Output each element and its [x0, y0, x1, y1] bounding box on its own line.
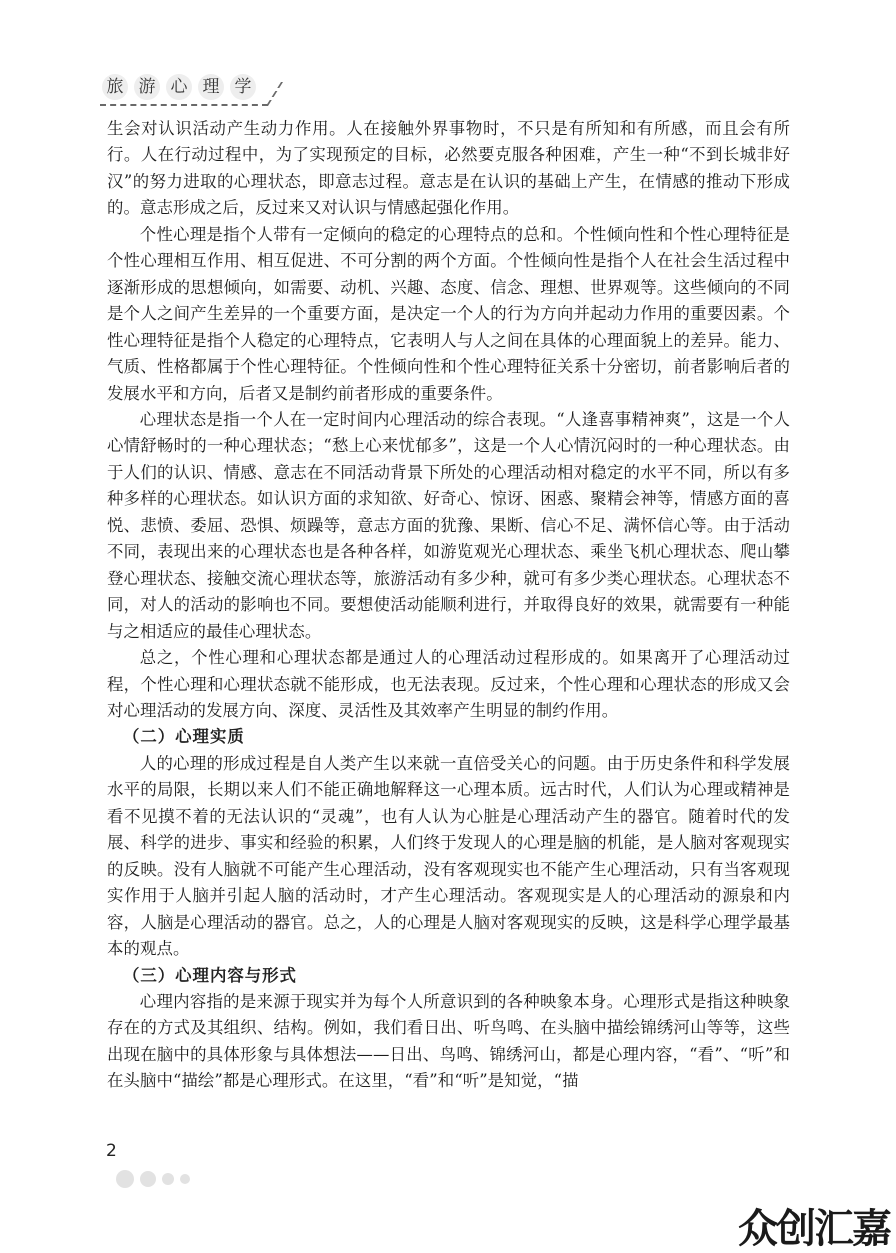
- book-title-char: 心: [166, 74, 192, 100]
- paragraph-personality: 个性心理是指个人带有一定倾向的稳定的心理特点的总和。个性倾向性和个性心理特征是个性心理相互作用、相互促进、不可分割的两个方面。个性倾向性是指个人在社会生活过程中逐渐形成的思想倾向，如需要、动机、兴趣、态度、信念、理想、世界观等。这些倾向的不同是个人之间产生差异的一个重要方面，是决定一个人的行为方向并起动力作用的重要因素。个性心理特征是指个人稳定的心理特点，它表明人与人之间在具体的心理面貌上的差异。能力、气质、性格都属于个性心理特征。个性倾向性和个性心理特征关系十分密切，前者影响后者的发展水平和方向，后者又是制约前者形成的重要条件。: [107, 224, 790, 403]
- decorative-dot: [180, 1174, 190, 1184]
- paragraph-content-form: 心理内容指的是来源于现实并为每个人所意识到的各种映象本身。心理形式是指这种映象存在的方式及其组织、结构。例如，我们看日出、听鸟鸣、在头脑中描绘锦绣河山等等，这些出现在脑中的具体形象与具体想法——日出、鸟鸣、锦绣河山，都是心理内容，“看”、“听”和在头脑中“描绘”都是心理形式。在这里，“看”和“听”是知觉，“描: [107, 991, 790, 1091]
- header-dashed-rule: [100, 104, 268, 106]
- book-title-char: 学: [230, 74, 256, 100]
- paragraph-summary: 总之，个性心理和心理状态都是通过人的心理活动过程形成的。如果离开了心理活动过程，个性心理和心理状态就不能形成，也无法表现。反过来，个性心理和心理状态的形成又会对心理活动的发展方向、深度、灵活性及其效率产生明显的制约作用。: [107, 648, 790, 720]
- header-dashed-slash: [266, 82, 285, 106]
- decorative-dot: [116, 1170, 134, 1188]
- page-number: 2: [106, 1141, 117, 1161]
- paragraph-mental-state: 心理状态是指一个人在一定时间内心理活动的综合表现。“人逢喜事精神爽”，这是一个人心情舒畅时的一种心理状态；“愁上心来忧郁多”，这是一个人心情沉闷时的一种心理状态。由于人们的认识、情感、意志在不同活动背景下所处的心理活动相对稳定的水平不同，所以有多种多样的心理状态。如认识方面的求知欲、好奇心、惊讶、困惑、聚精会神等，情感方面的喜悦、悲愤、委屈、恐惧、烦躁等，意志方面的犹豫、果断、信心不足、满怀信心等。由于活动不同，表现出来的心理状态也是各种各样，如游览观光心理状态、乘坐飞机心理状态、爬山攀登心理状态、接触交流心理状态等，旅游活动有多少种，就可有多少类心理状态。心理状态不同，对人的活动的影响也不同。要想使活动能顺利进行，并取得良好的效果，就需要有一种能与之相适应的最佳心理状态。: [107, 409, 790, 641]
- book-title-char: 理: [198, 74, 224, 100]
- section-heading-essence: （二）心理实质: [123, 727, 245, 747]
- paragraph-essence: 人的心理的形成过程是自人类产生以来就一直倍受关心的问题。由于历史条件和科学发展水平的局限，长期以来人们不能正确地解释这一心理本质。远古时代，人们认为心理或精神是看不见摸不着的无法认识的“灵魂”，也有人认为心脏是心理活动产生的器官。随着时代的发展、科学的进步、事实和经验的积累，人们终于发现人的心理是脑的机能，是人脑对客观现实的反映。没有人脑就不可能产生心理活动，没有客观现实也不能产生心理活动，只有当客观现实作用于人脑并引起人脑的活动时，才产生心理活动。客观现实是人的心理活动的源泉和内容，人脑是心理活动的器官。总之，人的心理是人脑对客观现实的反映，这是科学心理学最基本的观点。: [107, 753, 790, 959]
- decorative-dot: [162, 1173, 174, 1185]
- book-title: [102, 74, 256, 100]
- page-body: [107, 116, 790, 1095]
- running-header: [100, 70, 300, 110]
- decorative-dot: [140, 1171, 156, 1187]
- watermark-logo: 众创汇嘉: [738, 1206, 890, 1252]
- paragraph-will-process: 生会对认识活动产生动力作用。人在接触外界事物时，不只是有所知和有所感，而且会有所行。人在行动过程中，为了实现预定的目标，必然要克服各种困难，产生一种“不到长城非好汉”的努力进取的心理状态，即意志过程。意志是在认识的基础上产生，在情感的推动下形成的。意志形成之后，反过来又对认识与情感起强化作用。: [107, 119, 790, 218]
- section-heading-content-form: （三）心理内容与形式: [123, 965, 297, 985]
- book-title-char: 旅: [102, 74, 128, 100]
- book-title-char: 游: [134, 74, 160, 100]
- decorative-dots: [116, 1170, 190, 1188]
